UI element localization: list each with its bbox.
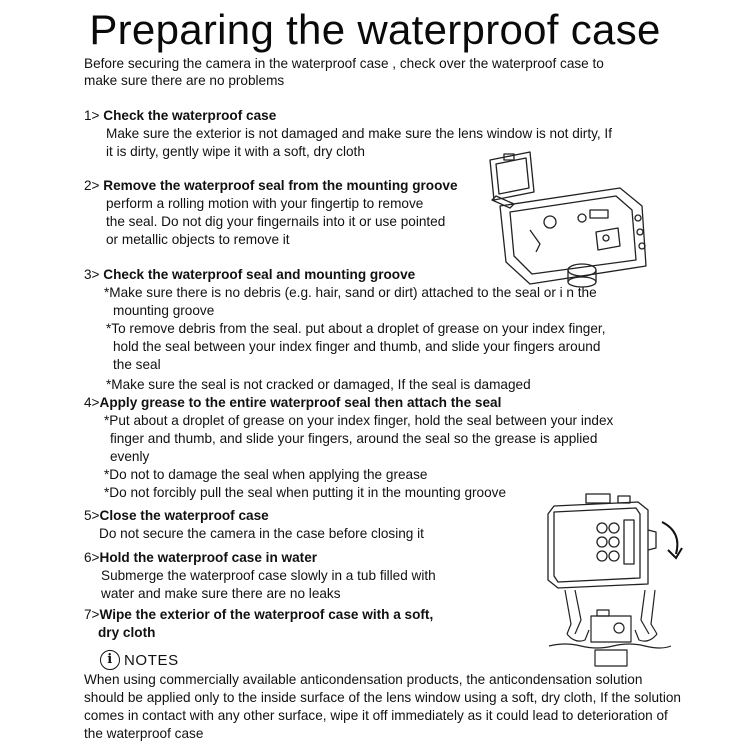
step-4-line: finger and thumb, and slide your fingers, around the seal so the grease is applied [110,431,598,446]
step-4-line: *Do not forcibly pull the seal when putting it in the mounting groove [104,485,507,500]
notes-body: When using commercially available anticondensation products, the anticondensation solution should be applied only to the inside surface of the lens window using a soft, dry cloth, If the solution comes in contact with any other surface, wipe it off immediately as it could lead to deterioration of the waterproof case [84,672,681,741]
step-number: 3> [84,267,100,282]
step-3-line: mounting groove [113,303,215,318]
step-4-heading [84,394,501,412]
step-number: 2> [84,178,100,193]
step-number: 7> [84,607,100,622]
step-number: 4> [84,395,100,410]
step-number: 1> [84,108,100,123]
step-title: Apply grease to the entire waterproof seal then attach the seal [99,395,502,410]
intro-line: make sure there are no problems [84,73,285,88]
step-3-line: the seal [113,357,161,372]
closed-case-illustration [540,492,690,592]
step-1-line: it is dirty, gently wipe it with a soft, dry cloth [106,144,365,159]
step-6-line: Submerge the waterproof case slowly in a tub filled with [101,568,436,583]
step-3-heading [84,266,415,284]
notes-header [100,650,179,670]
step-title: Wipe the exterior of the waterproof case with a soft, [99,607,434,622]
step-title: Check the waterproof seal and mounting groove [103,267,416,282]
hands-water-illustration [545,590,675,670]
left-arm [575,590,581,634]
step-6-heading [84,549,317,567]
step-4-line: *Do not to damage the seal when applying the grease [104,467,428,482]
step-2-line: or metallic objects to remove it [106,232,290,247]
info-icon: i [100,650,120,670]
step-5-line: Do not secure the camera in the case before closing it [99,526,424,541]
step-4-line: evenly [110,449,150,464]
step-2-line: perform a rolling motion with your fingertip to remove [106,196,424,211]
step-2-line: the seal. Do not dig your fingernails into it or use pointed [106,214,446,229]
step-1-line: Make sure the exterior is not damaged and make sure the lens window is not dirty, If [106,126,612,141]
step-2-heading [84,177,458,195]
step-title: Hold the waterproof case in water [99,550,318,565]
step-title: Close the waterproof case [99,508,269,523]
open-case-illustration [470,148,670,288]
step-1-heading [84,107,276,125]
step-4-line: *Put about a droplet of grease on your index finger, hold the seal between your index [104,413,614,428]
rotate-arrow-icon [662,522,682,558]
notes-label: NOTES [124,651,179,669]
step-3-line: *Make sure the seal is not cracked or damaged, If the seal is damaged [106,377,531,392]
step-3-line: *Make sure there is no debris (e.g. hair, sand or dirt) attached to the seal or i n the [104,285,597,300]
step-title: Check the waterproof case [103,108,277,123]
right-arm [641,590,649,634]
step-title: Remove the waterproof seal from the mounting groove [103,178,458,193]
step-number: 5> [84,508,100,523]
step-5-heading [84,507,269,525]
page-title: Preparing the waterproof case [89,6,661,53]
step-3-line: *To remove debris from the seal. put about a droplet of grease on your index finger, [106,321,606,336]
step-number: 6> [84,550,100,565]
intro-line: Before securing the camera in the waterproof case , check over the waterproof case to [84,56,604,71]
step-7-heading [84,606,433,624]
step-6-line: water and make sure there are no leaks [101,586,341,601]
step-7-heading-cont: dry cloth [98,625,156,640]
intro-paragraph [84,55,684,89]
step-3-line: hold the seal between your index finger and thumb, and slide your fingers around [113,339,601,354]
